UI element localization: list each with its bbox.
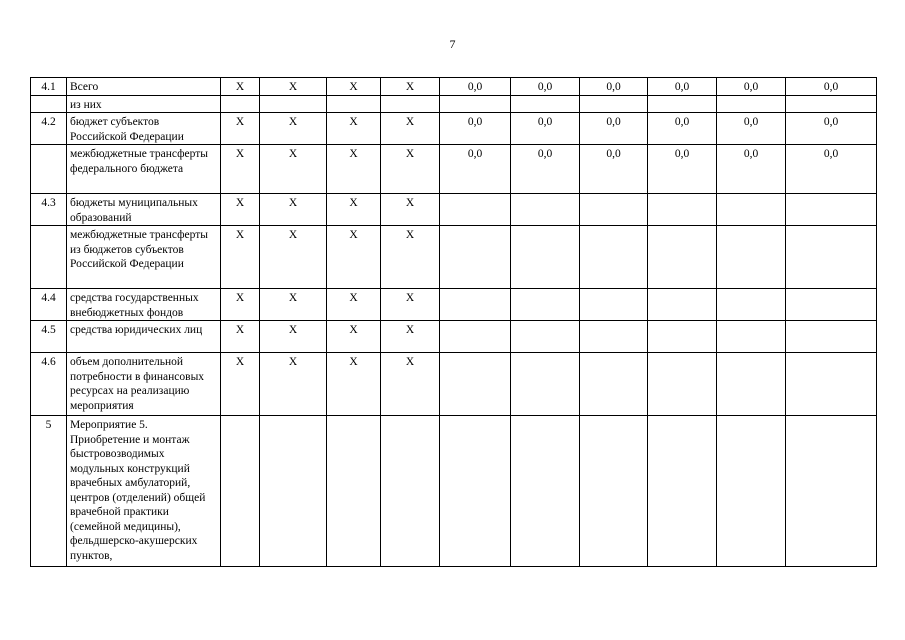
table-cell: X	[260, 78, 327, 96]
table-cell: 0,0	[440, 145, 511, 194]
table-cell: 0,0	[786, 113, 877, 145]
table-cell: 0,0	[648, 113, 717, 145]
table-cell	[786, 194, 877, 226]
table-cell: X	[381, 289, 440, 321]
table-cell: X	[327, 145, 381, 194]
table-cell: X	[221, 321, 260, 353]
row-label: межбюджетные трансферты федерального бюджета	[67, 145, 221, 194]
table-cell: X	[221, 289, 260, 321]
table-cell	[648, 194, 717, 226]
table-cell	[260, 416, 327, 567]
table-cell	[786, 353, 877, 416]
table-cell	[440, 194, 511, 226]
table-cell	[786, 289, 877, 321]
row-number: 5	[31, 416, 67, 567]
table-cell	[221, 95, 260, 113]
table-cell	[786, 321, 877, 353]
table-cell	[327, 95, 381, 113]
row-number: 4.6	[31, 353, 67, 416]
row-label: Всего	[67, 78, 221, 96]
table-cell: X	[327, 321, 381, 353]
table-cell	[580, 416, 648, 567]
row-label: из них	[67, 95, 221, 113]
table-cell	[648, 226, 717, 289]
table-cell: X	[327, 353, 381, 416]
table-cell	[440, 289, 511, 321]
table-cell	[511, 226, 580, 289]
table-row	[31, 95, 877, 113]
table-cell: 0,0	[440, 78, 511, 96]
row-number: 4.4	[31, 289, 67, 321]
table-cell	[648, 353, 717, 416]
row-number: 4.5	[31, 321, 67, 353]
table-cell	[717, 95, 786, 113]
table-cell: X	[381, 113, 440, 145]
page-number: 7	[449, 37, 456, 51]
table-cell	[440, 95, 511, 113]
table-cell	[440, 321, 511, 353]
row-label: бюджет субъектов Российской Федерации	[67, 113, 221, 145]
table-cell: 0,0	[580, 78, 648, 96]
table-cell	[717, 289, 786, 321]
row-number: 4.1	[31, 78, 67, 96]
table-cell	[327, 416, 381, 567]
table-cell	[648, 95, 717, 113]
table-cell	[786, 226, 877, 289]
table-cell: X	[381, 145, 440, 194]
table-cell	[648, 289, 717, 321]
table-cell	[717, 416, 786, 567]
table-cell: X	[260, 113, 327, 145]
table-cell: X	[221, 194, 260, 226]
row-number	[31, 145, 67, 194]
budget-table	[30, 77, 877, 567]
table-cell: X	[260, 321, 327, 353]
table-cell: 0,0	[511, 145, 580, 194]
table-cell: 0,0	[580, 113, 648, 145]
table-cell: X	[327, 289, 381, 321]
table-cell	[511, 353, 580, 416]
table-row	[31, 226, 877, 289]
table-cell: X	[327, 226, 381, 289]
table-cell: X	[260, 226, 327, 289]
row-label: средства государственных внебюджетных фондов	[67, 289, 221, 321]
table-cell	[260, 95, 327, 113]
table-cell: X	[221, 113, 260, 145]
row-number	[31, 95, 67, 113]
table-cell: 0,0	[786, 145, 877, 194]
row-label: Мероприятие 5. Приобретение и монтаж быстровозводимых модульных конструкций врачебных амбулаторий, центров (отделений) общей врачебной практики (семейной медицины), фельдшерско-акушерских пунктов,	[67, 416, 221, 567]
table-cell	[221, 416, 260, 567]
table-cell	[580, 226, 648, 289]
row-number: 4.2	[31, 113, 67, 145]
table-cell	[648, 416, 717, 567]
table-cell: 0,0	[511, 113, 580, 145]
table-row	[31, 145, 877, 194]
table-cell	[786, 95, 877, 113]
table-cell	[580, 95, 648, 113]
table-cell: X	[381, 226, 440, 289]
table-cell: X	[221, 226, 260, 289]
table-cell: 0,0	[580, 145, 648, 194]
table-cell: X	[381, 194, 440, 226]
table-cell	[440, 416, 511, 567]
table-cell	[511, 321, 580, 353]
table-cell	[580, 321, 648, 353]
table-cell	[717, 321, 786, 353]
table-row	[31, 113, 877, 145]
table-cell: 0,0	[717, 145, 786, 194]
table-cell	[381, 95, 440, 113]
table-row	[31, 289, 877, 321]
table-cell	[511, 289, 580, 321]
table-cell: 0,0	[648, 145, 717, 194]
table-cell: X	[260, 194, 327, 226]
row-number: 4.3	[31, 194, 67, 226]
table-cell: X	[260, 353, 327, 416]
table-cell: X	[260, 289, 327, 321]
row-label: бюджеты муниципальных образований	[67, 194, 221, 226]
table-cell	[648, 321, 717, 353]
row-label: средства юридических лиц	[67, 321, 221, 353]
table-cell: X	[260, 145, 327, 194]
table-cell	[580, 289, 648, 321]
table-cell: X	[221, 145, 260, 194]
table-cell: X	[381, 353, 440, 416]
table-cell	[511, 194, 580, 226]
table-cell: X	[381, 321, 440, 353]
table-cell: X	[327, 113, 381, 145]
table-row	[31, 78, 877, 96]
table-cell	[717, 194, 786, 226]
table-cell: 0,0	[717, 78, 786, 96]
table-row	[31, 321, 877, 353]
row-label: объем дополнительной потребности в финансовых ресурсах на реализацию мероприятия	[67, 353, 221, 416]
table-cell: X	[327, 78, 381, 96]
row-number	[31, 226, 67, 289]
table-cell	[511, 95, 580, 113]
table-cell	[786, 416, 877, 567]
table-cell	[580, 194, 648, 226]
table-cell: X	[221, 78, 260, 96]
table-cell: 0,0	[648, 78, 717, 96]
table-cell: X	[381, 78, 440, 96]
table-cell	[511, 416, 580, 567]
table-cell	[717, 226, 786, 289]
table-row	[31, 194, 877, 226]
table-cell	[440, 353, 511, 416]
table-cell	[440, 226, 511, 289]
table-cell: 0,0	[511, 78, 580, 96]
table-cell: 0,0	[717, 113, 786, 145]
table-row	[31, 353, 877, 416]
table-cell	[717, 353, 786, 416]
table-cell: X	[327, 194, 381, 226]
table-row	[31, 416, 877, 567]
table-cell: 0,0	[786, 78, 877, 96]
table-cell	[580, 353, 648, 416]
table-cell: X	[221, 353, 260, 416]
table-cell	[381, 416, 440, 567]
row-label: межбюджетные трансферты из бюджетов субъектов Российской Федерации	[67, 226, 221, 289]
table-cell: 0,0	[440, 113, 511, 145]
